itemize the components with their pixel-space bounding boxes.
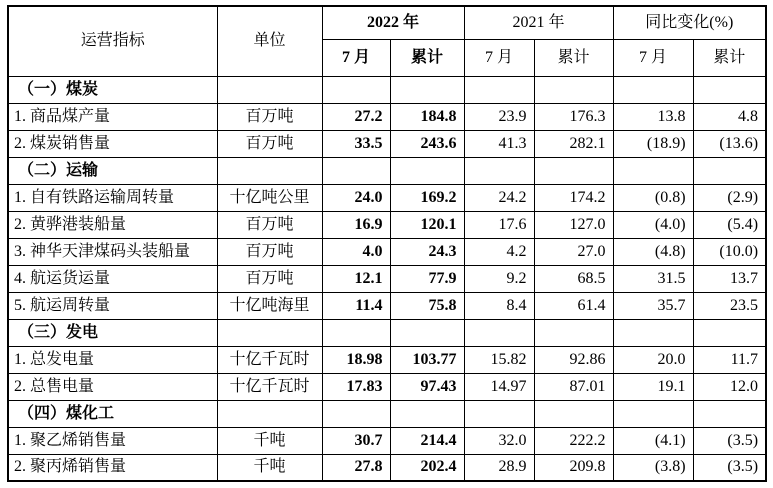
table-row [8,238,766,265]
value-cell-y22_cum: 202.4 [390,454,464,481]
table-row [8,211,766,238]
header-yoy-change: 同比变化(%) [613,6,766,39]
value-cell-y21_cum: 176.3 [534,103,613,130]
table-row [8,130,766,157]
value-cell-yoy_jul: 31.5 [613,265,693,292]
header-unit: 单位 [217,6,322,76]
value-cell-y22_jul: 17.83 [322,373,390,400]
table-row [8,292,766,319]
value-cell-y22_cum: 169.2 [390,184,464,211]
value-cell-yoy_cum: (10.0) [693,238,766,265]
table-row [8,427,766,454]
value-cell-y22_cum: 103.77 [390,346,464,373]
value-cell-yoy_cum [693,400,766,427]
value-cell-y21_cum [534,319,613,346]
value-cell-y22_jul: 24.0 [322,184,390,211]
value-cell-y21_cum: 68.5 [534,265,613,292]
value-cell-y21_cum: 222.2 [534,427,613,454]
header-2021-jul: 7 月 [464,39,534,76]
value-cell-y21_cum: 27.0 [534,238,613,265]
value-cell-yoy_jul: (3.8) [613,454,693,481]
indicator-cell: 3. 神华天津煤码头装船量 [8,238,217,265]
indicator-cell: 2. 黄骅港装船量 [8,211,217,238]
indicator-cell: （三）发电 [8,319,217,346]
indicator-cell: （四）煤化工 [8,400,217,427]
table-header [8,6,766,76]
value-cell-y21_jul [464,400,534,427]
unit-cell: 百万吨 [217,103,322,130]
unit-cell: 十亿吨海里 [217,292,322,319]
value-cell-y22_cum: 24.3 [390,238,464,265]
value-cell-yoy_cum: 11.7 [693,346,766,373]
value-cell-y22_jul [322,76,390,103]
value-cell-yoy_jul [613,319,693,346]
table-row [8,265,766,292]
value-cell-yoy_cum: (2.9) [693,184,766,211]
indicator-cell: 2. 煤炭销售量 [8,130,217,157]
section-row [8,157,766,184]
value-cell-yoy_cum [693,319,766,346]
unit-cell: 千吨 [217,454,322,481]
value-cell-yoy_jul: (4.0) [613,211,693,238]
value-cell-yoy_jul: (0.8) [613,184,693,211]
unit-cell [217,157,322,184]
table-row [8,373,766,400]
value-cell-y22_jul: 18.98 [322,346,390,373]
table-row [8,346,766,373]
value-cell-yoy_jul: 19.1 [613,373,693,400]
value-cell-y22_cum: 77.9 [390,265,464,292]
value-cell-y22_jul: 4.0 [322,238,390,265]
table-row [8,454,766,481]
value-cell-yoy_cum: (5.4) [693,211,766,238]
value-cell-y22_jul [322,400,390,427]
value-cell-y22_jul [322,319,390,346]
unit-cell: 十亿千瓦时 [217,373,322,400]
unit-cell: 十亿吨公里 [217,184,322,211]
value-cell-y21_cum: 92.86 [534,346,613,373]
value-cell-y21_jul [464,76,534,103]
value-cell-y22_jul: 16.9 [322,211,390,238]
value-cell-yoy_jul [613,400,693,427]
value-cell-yoy_jul [613,76,693,103]
indicator-cell: 5. 航运周转量 [8,292,217,319]
value-cell-y22_cum: 214.4 [390,427,464,454]
indicator-cell: 4. 航运货运量 [8,265,217,292]
value-cell-y21_cum: 174.2 [534,184,613,211]
indicator-cell: 1. 商品煤产量 [8,103,217,130]
value-cell-y22_cum: 243.6 [390,130,464,157]
unit-cell [217,400,322,427]
value-cell-yoy_jul: 20.0 [613,346,693,373]
value-cell-yoy_cum: 12.0 [693,373,766,400]
value-cell-y21_jul: 4.2 [464,238,534,265]
value-cell-y22_cum [390,400,464,427]
value-cell-y22_jul: 12.1 [322,265,390,292]
unit-cell [217,76,322,103]
table-row [8,103,766,130]
header-year-2021: 2021 年 [464,6,613,39]
operations-data-table [7,5,767,482]
unit-cell: 十亿千瓦时 [217,346,322,373]
unit-cell: 千吨 [217,427,322,454]
indicator-cell: 2. 总售电量 [8,373,217,400]
header-yoy-cum: 累计 [693,39,766,76]
value-cell-y21_cum: 209.8 [534,454,613,481]
value-cell-y21_cum: 87.01 [534,373,613,400]
value-cell-y21_jul: 9.2 [464,265,534,292]
section-row [8,76,766,103]
value-cell-y22_jul: 33.5 [322,130,390,157]
value-cell-y21_jul [464,319,534,346]
value-cell-y21_jul [464,157,534,184]
value-cell-yoy_cum: 13.7 [693,265,766,292]
table-row [8,184,766,211]
value-cell-y21_cum [534,157,613,184]
value-cell-yoy_jul [613,157,693,184]
value-cell-yoy_jul: 35.7 [613,292,693,319]
value-cell-yoy_cum: (3.5) [693,427,766,454]
value-cell-y21_cum [534,76,613,103]
value-cell-y22_cum: 97.43 [390,373,464,400]
value-cell-yoy_jul: (18.9) [613,130,693,157]
value-cell-y22_cum [390,319,464,346]
value-cell-yoy_cum: 4.8 [693,103,766,130]
indicator-cell: 1. 自有铁路运输周转量 [8,184,217,211]
header-indicator: 运营指标 [8,6,217,76]
table-body [8,76,766,481]
value-cell-y21_cum: 127.0 [534,211,613,238]
value-cell-y21_cum: 282.1 [534,130,613,157]
value-cell-y22_cum: 120.1 [390,211,464,238]
value-cell-yoy_cum: 23.5 [693,292,766,319]
value-cell-y21_jul: 15.82 [464,346,534,373]
value-cell-y21_cum: 61.4 [534,292,613,319]
value-cell-y21_jul: 14.97 [464,373,534,400]
value-cell-y21_jul: 41.3 [464,130,534,157]
value-cell-y22_cum [390,157,464,184]
value-cell-y22_jul [322,157,390,184]
header-group-row [8,6,766,39]
unit-cell: 百万吨 [217,265,322,292]
value-cell-y21_jul: 24.2 [464,184,534,211]
unit-cell: 百万吨 [217,130,322,157]
value-cell-y22_cum: 75.8 [390,292,464,319]
value-cell-y22_cum: 184.8 [390,103,464,130]
value-cell-y22_jul: 27.2 [322,103,390,130]
value-cell-y21_jul: 17.6 [464,211,534,238]
value-cell-yoy_jul: (4.8) [613,238,693,265]
operations-table-container [7,5,767,482]
value-cell-y22_jul: 30.7 [322,427,390,454]
value-cell-yoy_cum: (3.5) [693,454,766,481]
value-cell-y22_jul: 27.8 [322,454,390,481]
value-cell-yoy_cum [693,157,766,184]
value-cell-y22_jul: 11.4 [322,292,390,319]
value-cell-y21_jul: 32.0 [464,427,534,454]
value-cell-y22_cum [390,76,464,103]
unit-cell [217,319,322,346]
header-2022-jul: 7 月 [322,39,390,76]
value-cell-y21_jul: 23.9 [464,103,534,130]
value-cell-y21_cum [534,400,613,427]
header-year-2022: 2022 年 [322,6,464,39]
section-row [8,319,766,346]
unit-cell: 百万吨 [217,211,322,238]
indicator-cell: （一）煤炭 [8,76,217,103]
indicator-cell: 1. 聚乙烯销售量 [8,427,217,454]
header-2021-cum: 累计 [534,39,613,76]
value-cell-y21_jul: 8.4 [464,292,534,319]
value-cell-yoy_cum [693,76,766,103]
value-cell-y21_jul: 28.9 [464,454,534,481]
indicator-cell: （二）运输 [8,157,217,184]
section-row [8,400,766,427]
value-cell-yoy_jul: 13.8 [613,103,693,130]
indicator-cell: 2. 聚丙烯销售量 [8,454,217,481]
header-2022-cum: 累计 [390,39,464,76]
unit-cell: 百万吨 [217,238,322,265]
indicator-cell: 1. 总发电量 [8,346,217,373]
header-yoy-jul: 7 月 [613,39,693,76]
value-cell-yoy_cum: (13.6) [693,130,766,157]
value-cell-yoy_jul: (4.1) [613,427,693,454]
